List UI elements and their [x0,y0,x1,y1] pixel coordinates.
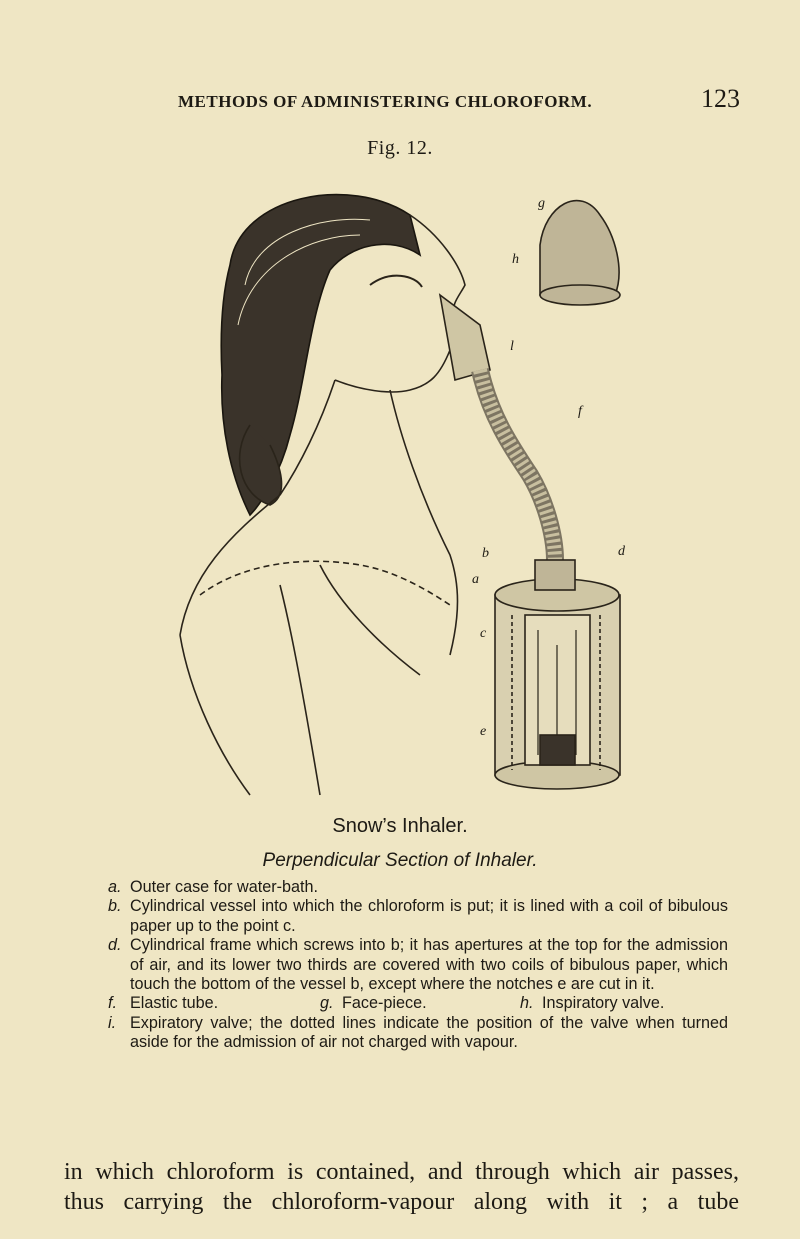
legend-entry-a [108,878,728,897]
legend-entry-b [108,897,728,936]
legend-text: Expiratory valve; the dotted lines indicate the position of the valve when turned aside for the admission of air not charged with vapour. [130,1013,728,1052]
callout-a: a [472,572,479,587]
legend-key: f. [108,994,117,1013]
legend-key: a. [108,878,122,896]
inhaler-illustration [160,175,630,805]
legend-key: d. [108,936,122,955]
figure-label: Fig. 12. [367,137,433,159]
legend-text: Cylindrical frame which screws into b; it has apertures at the top for the admission of air, and its lower two thirds are covered with two coils of bibulous paper, which touch the bottom of the vessel b, except where the notches e are cut in it. [130,936,728,994]
legend-text: Cylindrical vessel into which the chloroform is put; it is lined with a coil of bibulous paper up to the point c. [130,897,728,935]
legend-text: Inspiratory valve. [542,994,665,1013]
running-head [178,84,740,114]
legend-row [108,994,728,1013]
figure-caption: Snow’s Inhaler. [332,815,468,837]
legend-entry-f [108,994,320,1013]
callout-f: f [578,404,582,419]
legend-text: Elastic tube. [130,994,219,1013]
callout-l: l [510,339,514,354]
figure-legend [108,878,728,1053]
callout-e: e [480,724,487,739]
legend-key: i. [108,1013,117,1032]
callout-h: h [512,252,519,267]
face-piece [440,295,490,380]
legend-entry-g [320,994,520,1013]
legend-key: b. [108,897,122,916]
body-text [64,1157,739,1217]
figure-subcaption: Perpendicular Section of Inhaler. [262,850,538,871]
callout-d: d [618,544,625,559]
callout-b: b [482,546,489,561]
page-number: 123 [701,84,740,113]
valve-detail [540,201,619,295]
running-title: METHODS OF ADMINISTERING CHLOROFORM. [178,92,593,111]
legend-key: g. [320,994,334,1013]
legend-text: Outer case for water-bath. [130,878,319,896]
callout-c: c [480,626,487,641]
body-line: thus carrying the chloroform-vapour along with it ; a tube [64,1189,739,1215]
neck-shoulders [180,380,458,795]
legend-entry-i [108,1014,728,1053]
legend-entry-d [108,936,728,994]
legend-key: h. [520,994,534,1013]
body-line: in which chloroform is contained, and through which air passes, [64,1159,739,1185]
callout-g: g [538,196,545,211]
legend-entry-h [520,994,728,1013]
legend-text: Face-piece. [342,994,427,1013]
